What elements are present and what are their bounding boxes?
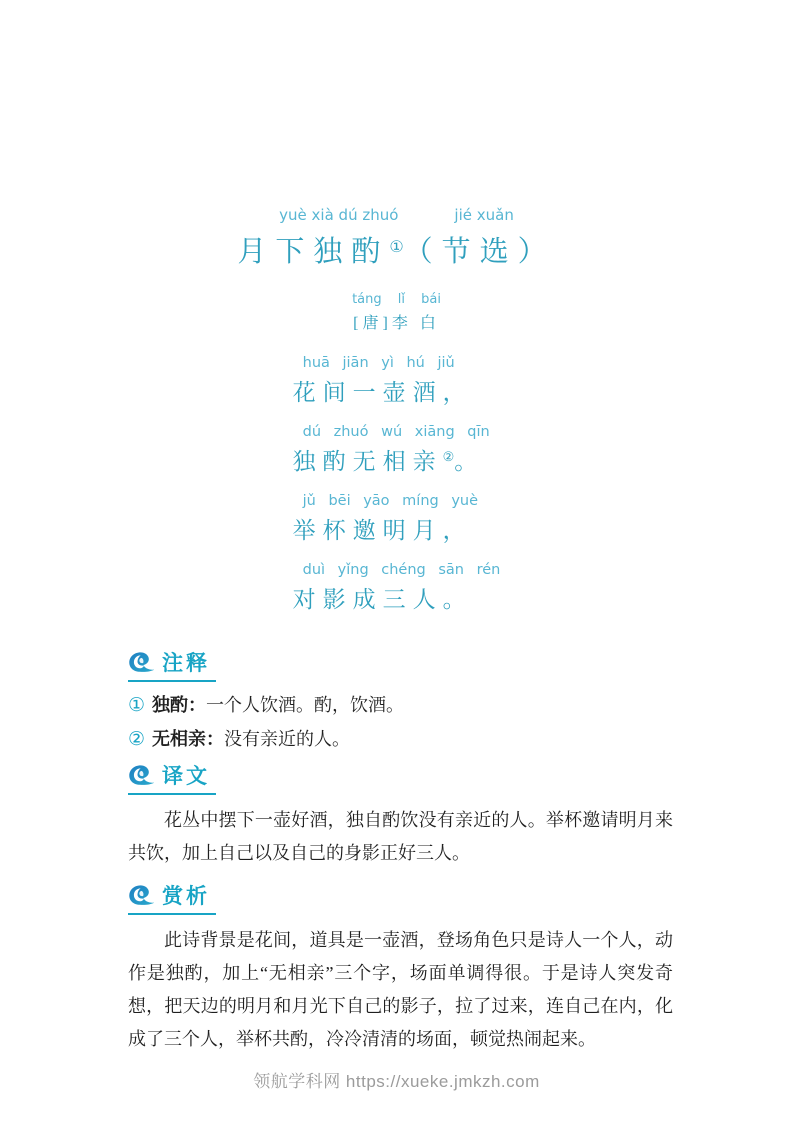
- poem-line-pinyin: huā jiān yì hú jiǔ: [302, 355, 455, 371]
- poem-line-punctuation: 。: [442, 587, 473, 612]
- section-analysis: [128, 880, 673, 1056]
- poem-line: [293, 562, 501, 614]
- analysis-header: [128, 880, 216, 915]
- analysis-text: 此诗背景是花间，道具是一壶酒，登场角色只是诗人一个人，动作是独酌，加上“无相亲”三个字，场面单调得很。于是诗人突发奇想，把天边的明月和月光下自己的影子，拉了过来，连自己在内，化成了三个人，举杯共酌，冷冷清清的场面，顿觉热闹起来。: [128, 930, 673, 1049]
- poem-title-paren: （节选）: [403, 236, 556, 268]
- author-name: [唐]李 白: [353, 315, 440, 332]
- notes-header: [128, 647, 216, 682]
- note-text: 一个人饮酒。酌，饮酒。: [206, 695, 405, 715]
- note-term: 独酌：: [152, 695, 207, 715]
- poem-line-chars: 花间一壶酒: [292, 380, 443, 405]
- analysis-title: 赏析: [162, 885, 210, 908]
- watermark-footer: 领航学科网 https://xueke.jmkzh.com: [253, 1072, 540, 1091]
- poem-title-pinyin: [0, 206, 793, 224]
- poem-line-pinyin: jǔ bēi yāo míng yuè: [302, 493, 479, 509]
- poem-line-chars: 独酌无相亲: [292, 449, 443, 474]
- translation-title: 译文: [162, 765, 210, 788]
- poem-title: [0, 229, 793, 270]
- section-notes: [128, 647, 673, 754]
- poem-line-text: [293, 512, 501, 545]
- poem-title-text: 月下独酌: [237, 236, 390, 268]
- poem-line: [293, 493, 501, 545]
- title-note-marker: ①: [389, 239, 404, 256]
- author-pinyin: táng lǐ bái: [352, 292, 441, 307]
- wave-icon: [128, 651, 155, 674]
- poem-body: [293, 355, 501, 631]
- poem-line-text: [293, 443, 501, 476]
- poem-line-text: [293, 374, 501, 407]
- title-pinyin-main: yuè xià dú zhuó: [279, 206, 399, 224]
- wave-icon: [128, 884, 155, 907]
- title-pinyin-paren: jié xuǎn: [454, 206, 514, 224]
- poem-line-pinyin: duì yǐng chéng sān rén: [302, 562, 501, 578]
- notes-title: 注释: [162, 652, 210, 675]
- notes-list: [128, 691, 673, 754]
- section-translation: [128, 760, 673, 870]
- note-content: [152, 691, 404, 720]
- poem-note-marker: ②: [442, 449, 455, 464]
- poem-line-punctuation: ，: [442, 518, 473, 543]
- translation-text: 花丛中摆下一壶好酒，独自酌饮没有亲近的人。举杯邀请明月来共饮，加上自己以及自己的身影正好三人。: [128, 810, 673, 863]
- note-number-icon: ②: [128, 729, 146, 750]
- poem-line-punctuation: 。: [454, 449, 485, 474]
- poem-line-punctuation: ，: [442, 380, 473, 405]
- note-item: [128, 725, 673, 754]
- note-content: [152, 725, 350, 754]
- sections: [128, 647, 673, 1056]
- poem-line-text: [293, 581, 501, 614]
- note-term: 无相亲：: [152, 729, 225, 749]
- note-number-icon: ①: [128, 695, 146, 716]
- poem-line: [293, 424, 501, 476]
- poem-line-pinyin: dú zhuó wú xiāng qīn: [302, 424, 490, 440]
- note-item: [128, 691, 673, 720]
- poem-line-chars: 对影成三人: [292, 587, 443, 612]
- translation-header: [128, 760, 216, 795]
- wave-icon: [128, 764, 155, 787]
- poem-line-chars: 举杯邀明月: [292, 518, 443, 543]
- poem-line: [293, 355, 501, 407]
- note-text: 没有亲近的人。: [224, 729, 351, 749]
